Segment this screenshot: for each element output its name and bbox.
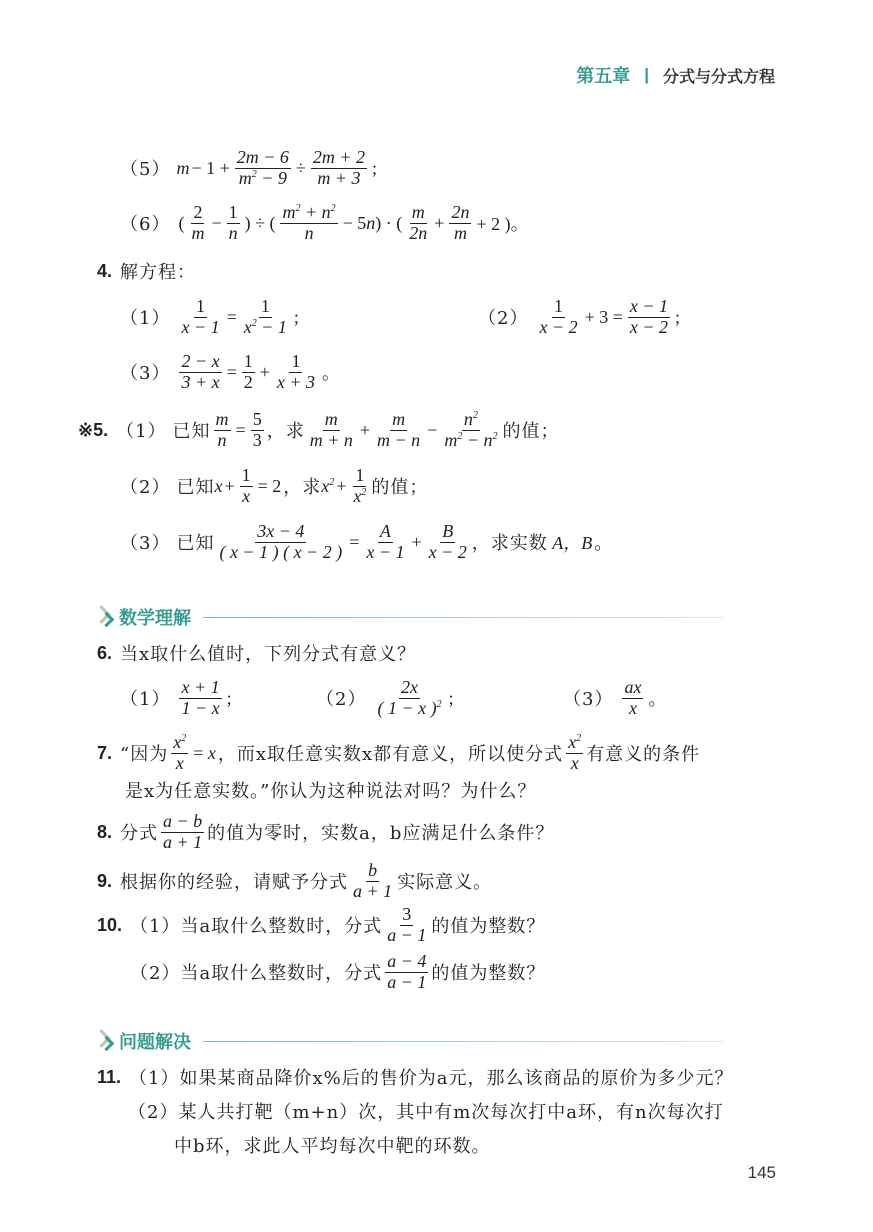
text: 有意义的条件 (586, 744, 701, 766)
fraction: $\frac{1}{x}$ (241, 465, 251, 506)
text: 已知 (176, 477, 215, 499)
fraction: $\frac{1}{x^2 - 1}$ (243, 296, 287, 337)
question-text: 解方程： (120, 262, 197, 283)
fraction: $\frac{x + 1}{1 - x}$ (181, 677, 220, 718)
section-title: 问题解决 (119, 1032, 191, 1052)
question-4-3: （3） $\frac{2 - x}{3 + x}$ = $\frac{1}{2}$ + $\frac{1}{x + 3}$ 。 (120, 351, 341, 392)
question-text: 当x取什么值时，下列分式有意义？ (120, 644, 417, 665)
question-4 (97, 258, 196, 284)
page-number: 145 (747, 1163, 776, 1182)
text: （2）当a取什么整数时，分式 (130, 963, 383, 985)
header-separator: | (644, 65, 649, 84)
item-label: （3） (120, 533, 171, 555)
fraction: $\frac{3}{a - 1}$ (387, 904, 427, 945)
fraction: $\frac{1}{x^2}$ (353, 465, 367, 506)
text: 的值为整数？ (431, 916, 546, 938)
question-number: 4. (97, 260, 113, 281)
fraction: $\frac{1}{x - 1}$ (181, 296, 220, 337)
fraction: $\frac{m}{m + n}$ (309, 409, 353, 450)
chapter-label: 第五章 (576, 66, 631, 86)
item-label: （2） (120, 477, 171, 499)
fraction: $\frac{3x - 4}{( x - 1 ) ( x - 2 )}$ (219, 521, 343, 562)
question-number: 9. (97, 870, 113, 891)
fraction: $\frac{5}{3}$ (252, 409, 262, 450)
question-6-3: （3） $\frac{ax}{x}$ 。 (563, 677, 667, 718)
fraction: $\frac{1}{2}$ (243, 351, 253, 392)
question-number: 10. (97, 914, 123, 935)
question-10-2 (130, 952, 545, 993)
fraction: $\frac{2x}{( 1 - x )^2}$ (377, 677, 442, 718)
fraction: $\frac{m^2 + n^2}{n}$ (282, 202, 336, 243)
question-number: 7. (97, 742, 113, 763)
section-rule (203, 617, 723, 618)
section-rule (203, 1041, 723, 1042)
exercise-3-5: （5） m − 1 + $\frac{2m - 6}{m^2 - 9}$ ÷ $\frac{2m + 2}{m + 3}$ ; (120, 147, 377, 188)
question-8 (97, 812, 554, 853)
question-7-line2 (125, 777, 536, 803)
text: ，而x取任意实数x都有意义，所以使分式 (217, 744, 564, 766)
fraction: $\frac{m}{n}$ (215, 409, 229, 450)
text: 是x为任意实数。”你认为这种说法对吗？为什么？ (125, 781, 537, 802)
question-6 (97, 640, 416, 666)
fraction: $\frac{A}{x - 1}$ (366, 521, 405, 562)
question-9 (97, 861, 492, 902)
chevron-right-icon (93, 1030, 115, 1052)
question-number: 11. (97, 1066, 122, 1087)
fraction: $\frac{2m + 2}{m + 3}$ (312, 147, 365, 188)
fraction: $\frac{B}{x - 2}$ (428, 521, 467, 562)
question-5-2: （2） 已知 x + $\frac{1}{x}$ = 2 ，求 $x^2$ + $\frac{1}{x^2}$ 的值； (120, 465, 429, 506)
fraction: $\frac{b}{a + 1}$ (353, 860, 393, 901)
text: （1）当a取什么整数时，分式 (130, 916, 383, 938)
question-number: ※5. (78, 419, 109, 440)
text: 中b环，求此人平均每次中靶的环数。 (174, 1136, 491, 1157)
chapter-title: 分式与分式方程 (662, 68, 775, 86)
item-label: （3） (120, 363, 171, 385)
text: 实际意义。 (397, 872, 493, 894)
math: m (176, 157, 190, 178)
question-4-2: （2） $\frac{1}{x - 2}$ + 3 = $\frac{x - 1}{x - 2}$ ; (478, 296, 681, 337)
question-11-1 (97, 1064, 733, 1090)
running-header (576, 62, 775, 88)
question-10-1 (97, 905, 545, 946)
question-11-2 (128, 1098, 724, 1124)
fraction: $\frac{1}{x + 3}$ (276, 351, 316, 392)
text: 的值； (371, 477, 429, 499)
fraction: $\frac{1}{x - 2}$ (539, 296, 578, 337)
question-5-3: （3） 已知 $\frac{3x - 4}{( x - 1 ) ( x - 2 )}$ = $\frac{A}{x - 1}$ + $\frac{B}{x - 2}$ ，求实数 A，B 。 (120, 521, 613, 562)
text: ，求实数 (471, 533, 548, 555)
fraction: $\frac{a - 4}{a - 1}$ (387, 951, 427, 992)
text: 已知 (172, 421, 211, 443)
question-7: 7. “因为 $\frac{x^2}{x}$ = x ，而x取任意实数x都有意义，所以使分式 $\frac{x^2}{x}$ 有意义的条件 (97, 732, 701, 773)
question-4-1: （1） $\frac{1}{x - 1}$ = $\frac{1}{x^2 - 1}$ ; (120, 296, 299, 337)
question-6-1: （1） $\frac{x + 1}{1 - x}$ ; (120, 677, 232, 718)
fraction: $\frac{a - b}{a + 1}$ (163, 811, 203, 852)
question-5-1: ※5. （1） 已知 $\frac{m}{n}$ = $\frac{5}{3}$ ，求 $\frac{m}{m + n}$ + $\frac{m}{m - n}$ − $\frac{n^2}{m^2 - n^2}$ 的值； (78, 409, 560, 450)
fraction: $\frac{2n}{m}$ (451, 202, 470, 243)
fraction: $\frac{m}{m - n}$ (377, 409, 421, 450)
section-heading-problem-solving (93, 1028, 723, 1054)
exercise-3-6: （6） ( $\frac{2}{m}$ − $\frac{1}{n}$ ) ÷ ( $\frac{m^2 + n^2}{n}$ − 5n) · ( $\frac{m}{2n}$ + $\frac{2n}{m}$ + 2 )。 (120, 202, 529, 243)
fraction: $\frac{2m - 6}{m^2 - 9}$ (236, 147, 289, 188)
fraction: $\frac{x^2}{x}$ (568, 732, 582, 773)
text: ，求 (266, 421, 305, 443)
fraction: $\frac{1}{n}$ (228, 202, 238, 243)
fraction: $\frac{x - 1}{x - 2}$ (629, 296, 669, 337)
text: 根据你的经验，请赋予分式 (120, 872, 349, 894)
section-heading-understanding (93, 604, 723, 630)
fraction: $\frac{x^2}{x}$ (173, 732, 187, 773)
fraction: $\frac{2}{m}$ (191, 202, 205, 243)
question-6-2: （2） $\frac{2x}{( 1 - x )^2}$ ; (316, 677, 454, 718)
question-number: 8. (97, 821, 113, 842)
item-label: （1） (120, 689, 171, 711)
text: “因为 (120, 744, 169, 766)
section-title: 数学理解 (119, 608, 191, 628)
item-label: （2） (478, 308, 529, 330)
question-11-2-cont (174, 1132, 491, 1158)
item-label: （1） (116, 421, 167, 443)
fraction: $\frac{m}{2n}$ (409, 202, 428, 243)
text: ，求 (283, 477, 322, 499)
text: 已知 (176, 533, 215, 555)
item-label: （6） (120, 214, 171, 236)
item-label: （5） (120, 159, 171, 181)
text: （2）某人共打靶（m+n）次，其中有m次每次打中a环，有n次每次打 (128, 1102, 724, 1123)
question-number: 6. (97, 642, 113, 663)
fraction: $\frac{n^2}{m^2 - n^2}$ (444, 409, 498, 450)
text: 的值； (502, 421, 560, 443)
text: （1）如果某商品降价x%后的售价为a元，那么该商品的原价为多少元？ (129, 1068, 734, 1089)
chevron-right-icon (93, 606, 115, 628)
item-label: （2） (316, 689, 367, 711)
text: 分式 (120, 823, 159, 845)
item-label: （3） (563, 689, 614, 711)
fraction: $\frac{2 - x}{3 + x}$ (181, 351, 220, 392)
fraction: $\frac{ax}{x}$ (624, 677, 642, 718)
text: 的值为零时，实数a，b应满足什么条件？ (207, 823, 555, 845)
text: 的值为整数？ (431, 963, 546, 985)
item-label: （1） (120, 308, 171, 330)
